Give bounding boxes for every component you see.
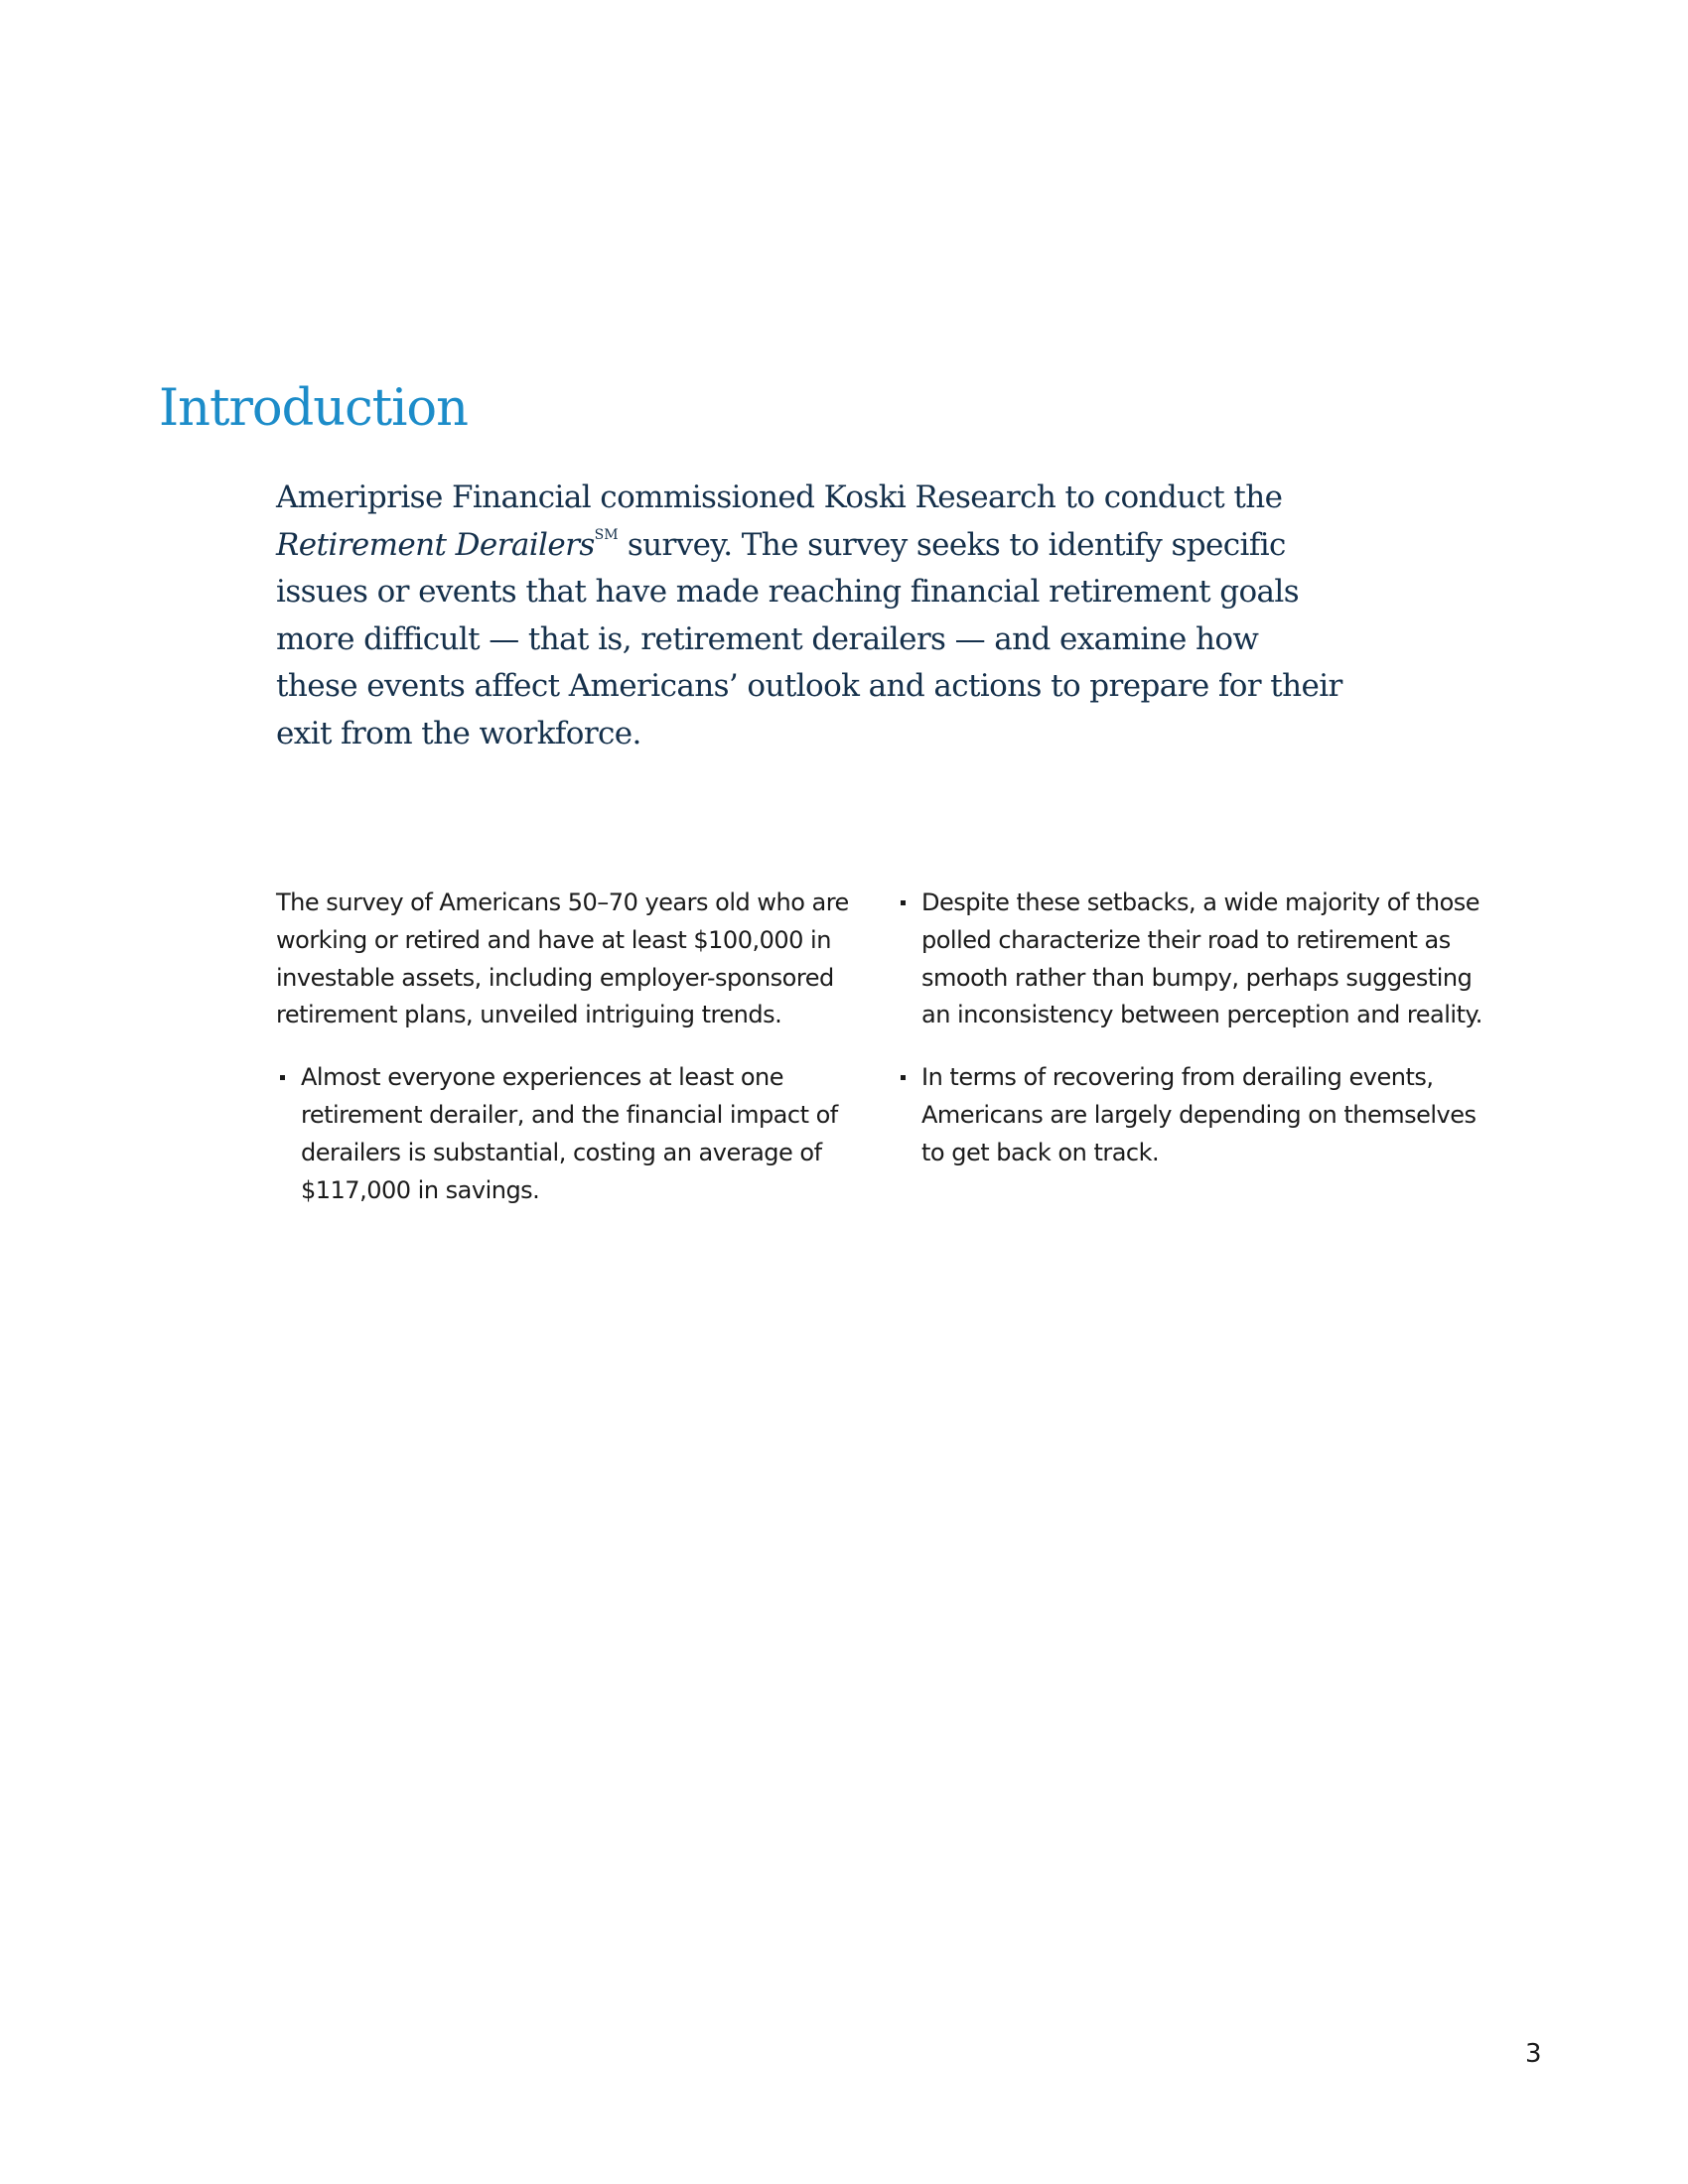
bullet-square-icon	[280, 1075, 285, 1080]
survey-name: Retirement Derailers	[276, 526, 595, 563]
survey-intro-paragraph: The survey of Americans 50–70 years old who are working or retired and have at least $100,000 in investable assets, including employer-sponsored retirement plans, unveiled intriguing trends.	[276, 888, 849, 1029]
body-column-right	[897, 885, 1492, 1172]
body-column-left	[276, 885, 862, 1209]
finding-item	[897, 885, 1492, 1034]
lead-text-after: survey. The survey seeks to identify specific issues or events that have made reaching financial retirement goals more difficult — that is, retirement derailers — and examine how these events affect Americans’ outlook and actions to prepare for their exit from the workforce.	[276, 526, 1342, 751]
lead-paragraph	[276, 475, 1348, 757]
finding-text: In terms of recovering from derailing events, Americans are largely depending on themselves to get back on track.	[921, 1063, 1477, 1166]
findings-list-left	[276, 1059, 862, 1209]
finding-item	[276, 1059, 862, 1209]
finding-item	[897, 1059, 1492, 1171]
finding-text: Despite these setbacks, a wide majority of those polled characterize their road to retirement as smooth rather than bumpy, perhaps suggesting an inconsistency between perception and reality.	[921, 888, 1482, 1029]
findings-list-right	[897, 885, 1492, 1172]
page-title: Introduction	[159, 379, 468, 438]
bullet-square-icon	[901, 1075, 906, 1080]
lead-text-before: Ameriprise Financial commissioned Koski Research to conduct the	[276, 479, 1283, 515]
bullet-square-icon	[901, 900, 906, 905]
finding-text: Almost everyone experiences at least one retirement derailer, and the financial impact of derailers is substantial, costing an average of $117,000 in savings.	[301, 1063, 838, 1204]
page-number: 3	[1525, 2039, 1542, 2069]
service-mark: SM	[594, 526, 619, 543]
